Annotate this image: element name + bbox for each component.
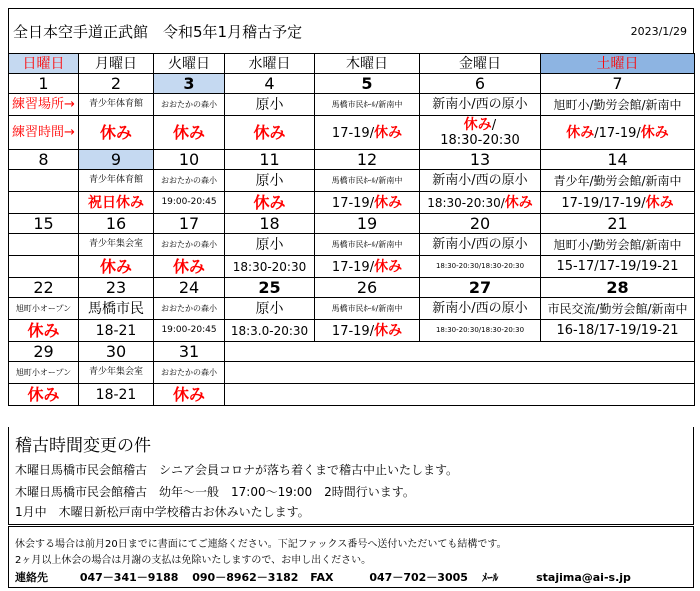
week1-date-row — [9, 74, 695, 94]
fax-label: FAX — [310, 571, 334, 584]
time-label: 練習時間→ — [9, 116, 79, 150]
time-cell: 19:00-20:45 — [154, 320, 225, 342]
time-cell: 休み — [154, 384, 225, 406]
weekday-thu: 木曜日 — [315, 54, 420, 74]
date-cell: 25 — [225, 278, 315, 298]
place-cell: 馬橋市民ﾎｰﾙ/新南中 — [315, 234, 420, 256]
week1-time-row — [9, 116, 695, 150]
date-cell: 6 — [420, 74, 541, 94]
footer-line: 2ヶ月以上休会の場合は月謝の支払は免除いたしますので、お申し出ください。 — [15, 555, 372, 566]
week5-place-row — [9, 362, 695, 384]
time-cell: 休み — [79, 256, 154, 278]
place-cell: 馬橋市民 — [79, 298, 154, 320]
note-line: 木曜日馬橋市民会館稽古 シニア会員コロナが落ち着くまで稽古中止いたします。 — [15, 463, 459, 477]
empty-cell — [9, 192, 79, 214]
time-cell: 16-18/17-19/19-21 — [541, 320, 695, 342]
place-cell: 馬橋市民ﾎｰﾙ/新南中 — [315, 298, 420, 320]
place-cell: 青少年集会室 — [79, 234, 154, 256]
date-cell: 12 — [315, 150, 420, 170]
fax-number: 047－702－3005 — [369, 571, 468, 584]
time-cell: 17-19/休み — [315, 116, 420, 150]
blank-area — [225, 384, 695, 406]
week1-place-row — [9, 94, 695, 116]
contact-label: 連絡先 — [15, 571, 48, 584]
empty-cell — [9, 234, 79, 256]
date-cell: 24 — [154, 278, 225, 298]
place-cell: 青少年集会室 — [79, 362, 154, 384]
date-cell: 31 — [154, 342, 225, 362]
place-cell: 新南小/西の原小 — [420, 234, 541, 256]
week3-time-row — [9, 256, 695, 278]
time-cell: 休み — [154, 116, 225, 150]
place-cell: 馬橋市民ﾎｰﾙ/新南中 — [315, 170, 420, 192]
place-cell: 青少年/勤労会館/新南中 — [541, 170, 695, 192]
place-cell: 青少年体育館 — [79, 94, 154, 116]
time-cell: 休み — [9, 384, 79, 406]
time-cell: 17-19/17-19/休み — [541, 192, 695, 214]
time-cell: 18-21 — [79, 320, 154, 342]
place-cell: 馬橋市民ﾎｰﾙ/新南中 — [315, 94, 420, 116]
footer-line: 休会する場合は前月20日までに書面にてご連絡ください。下記ファックス番号へ送付いただいても結構です。 — [15, 539, 507, 550]
time-cell: 休み — [225, 116, 315, 150]
mail-address: stajima@ai-s.jp — [536, 571, 631, 584]
place-cell: 青少年体育館 — [79, 170, 154, 192]
header-date: 2023/1/29 — [630, 25, 687, 38]
blank-area — [225, 342, 695, 362]
place-cell: 新南小/西の原小 — [420, 298, 541, 320]
place-cell: 旭町小/勤労会館/新南中 — [541, 94, 695, 116]
date-cell: 5 — [315, 74, 420, 94]
date-cell: 21 — [541, 214, 695, 234]
date-cell: 4 — [225, 74, 315, 94]
week4-time-row — [9, 320, 695, 342]
date-cell: 23 — [79, 278, 154, 298]
contact-line — [15, 569, 631, 585]
time-cell: 休み/ 18:30-20:30 — [420, 116, 541, 150]
weekday-wed: 水曜日 — [225, 54, 315, 74]
date-cell: 20 — [420, 214, 541, 234]
time-cell: 18:3.0-20:30 — [225, 320, 315, 342]
date-cell: 28 — [541, 278, 695, 298]
place-cell: 旭町小/勤労会館/新南中 — [541, 234, 695, 256]
place-label: 練習場所→ — [9, 94, 79, 116]
calendar-table — [8, 53, 695, 406]
date-cell: 13 — [420, 150, 541, 170]
time-cell: 18:30-20:30/18:30-20:30 — [420, 320, 541, 342]
date-cell: 10 — [154, 150, 225, 170]
place-cell: 原小 — [225, 234, 315, 256]
place-cell: 旭町小オープン — [9, 362, 79, 384]
place-cell: 原小 — [225, 94, 315, 116]
week5-date-row — [9, 342, 695, 362]
date-cell: 1 — [9, 74, 79, 94]
date-cell: 9 — [79, 150, 154, 170]
place-cell: おおたかの森小 — [154, 94, 225, 116]
date-cell: 15 — [9, 214, 79, 234]
week2-time-row — [9, 192, 695, 214]
week3-date-row — [9, 214, 695, 234]
time-cell: 休み — [154, 256, 225, 278]
date-cell: 29 — [9, 342, 79, 362]
date-cell: 30 — [79, 342, 154, 362]
place-cell: 市民交流/勤労会館/新南中 — [541, 298, 695, 320]
date-cell: 8 — [9, 150, 79, 170]
date-cell: 18 — [225, 214, 315, 234]
time-cell: 18:30-20:30/18:30-20:30 — [420, 256, 541, 278]
place-cell: 新南小/西の原小 — [420, 94, 541, 116]
week2-place-row — [9, 170, 695, 192]
empty-cell — [9, 170, 79, 192]
phone-1: 047－341－9188 — [79, 571, 179, 584]
week2-date-row — [9, 150, 695, 170]
weekday-fri: 金曜日 — [420, 54, 541, 74]
place-cell: おおたかの森小 — [154, 362, 225, 384]
time-cell: 17-19/休み — [315, 192, 420, 214]
week4-place-row — [9, 298, 695, 320]
place-cell: 原小 — [225, 170, 315, 192]
weekday-sun: 日曜日 — [9, 54, 79, 74]
week4-date-row — [9, 278, 695, 298]
weekday-header-row — [9, 54, 695, 74]
note-line: 1月中 木曜日新松戸南中学校稽古お休みいたします。 — [15, 505, 310, 519]
time-cell: 17-19/休み — [315, 320, 420, 342]
weekday-sat: 土曜日 — [541, 54, 695, 74]
weekday-mon: 月曜日 — [79, 54, 154, 74]
place-cell: おおたかの森小 — [154, 234, 225, 256]
time-cell: 18-21 — [79, 384, 154, 406]
blank-area — [225, 362, 695, 384]
place-cell: おおたかの森小 — [154, 170, 225, 192]
date-cell: 17 — [154, 214, 225, 234]
time-cell: 18:30-20:30/休み — [420, 192, 541, 214]
time-cell: 15-17/17-19/19-21 — [541, 256, 695, 278]
notes-section — [8, 427, 694, 525]
week3-place-row — [9, 234, 695, 256]
date-cell: 16 — [79, 214, 154, 234]
date-cell: 14 — [541, 150, 695, 170]
time-cell: 休み/17-19/休み — [541, 116, 695, 150]
place-cell: 新南小/西の原小 — [420, 170, 541, 192]
mail-label: ﾒｰﾙ — [481, 571, 499, 584]
date-cell: 7 — [541, 74, 695, 94]
date-cell: 2 — [79, 74, 154, 94]
empty-cell — [9, 256, 79, 278]
phone-2: 090－8962－3182 — [192, 571, 299, 584]
page-title: 全日本空手道正武館 令和5年1月稽古予定 — [13, 23, 303, 41]
time-cell: 祝日休み — [79, 192, 154, 214]
note-line: 木曜日馬橋市民会館稽古 幼年～一般 17:00～19:00 2時間行います。 — [15, 485, 415, 499]
time-cell: 18:30-20:30 — [225, 256, 315, 278]
notes-title: 稽古時間変更の件 — [15, 436, 151, 456]
time-cell: 17-19/休み — [315, 256, 420, 278]
weekday-tue: 火曜日 — [154, 54, 225, 74]
time-cell: 休み — [225, 192, 315, 214]
date-cell: 27 — [420, 278, 541, 298]
date-cell: 3 — [154, 74, 225, 94]
time-cell: 19:00-20:45 — [154, 192, 225, 214]
date-cell: 19 — [315, 214, 420, 234]
header — [8, 8, 694, 54]
place-cell: 旭町小オープン — [9, 298, 79, 320]
week5-time-row — [9, 384, 695, 406]
time-cell: 休み — [9, 320, 79, 342]
place-cell: 原小 — [225, 298, 315, 320]
date-cell: 11 — [225, 150, 315, 170]
footer — [8, 526, 694, 588]
time-cell: 休み — [79, 116, 154, 150]
date-cell: 22 — [9, 278, 79, 298]
place-cell: おおたかの森小 — [154, 298, 225, 320]
date-cell: 26 — [315, 278, 420, 298]
